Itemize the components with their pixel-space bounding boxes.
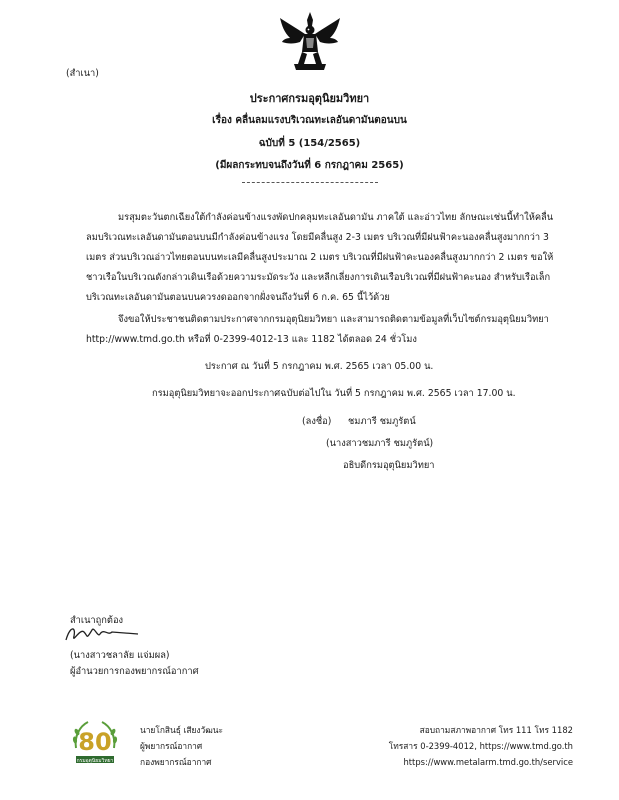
copy-label: (สำเนา) — [66, 68, 99, 79]
certified-label: สำเนาถูกต้อง — [70, 615, 124, 626]
announced-line: ประกาศ ณ วันที่ 5 กรกฎาคม พ.ศ. 2565 เวลา 05.00 น. — [205, 361, 434, 372]
certified-position: ผู้อำนวยการกองพยากรณ์อากาศ — [70, 666, 199, 677]
forecaster-dept: กองพยากรณ์อากาศ — [140, 757, 212, 767]
certified-name: (นางสาวชลาลัย แจ่มผล) — [70, 650, 170, 661]
handwritten-signature-icon — [62, 622, 142, 646]
subject-line: เรื่อง คลื่นลมแรงบริเวณทะเลอันดามันตอนบน — [212, 115, 407, 126]
forecaster-block — [140, 722, 223, 770]
effective-date: (มีผลกระทบจนถึงวันที่ 6 กรกฎาคม 2565) — [215, 160, 404, 171]
logo-text: กรมอุตุนิยมวิทยา — [76, 758, 114, 764]
issue-number: ฉบับที่ 5 (154/2565) — [258, 138, 361, 149]
separator-line — [242, 182, 378, 183]
contact-web-link[interactable]: https://www.metalarm.tmd.go.th/service — [403, 757, 573, 767]
signed-label: (ลงชื่อ) — [302, 416, 332, 427]
garuda-emblem-icon — [278, 12, 342, 74]
contact-fax: โทรสาร 0-2399-4012, https://www.tmd.go.th — [388, 741, 573, 751]
signer-full-name: (นางสาวชมภารี ชมภูรัตน์) — [326, 438, 434, 449]
forecaster-name: นายโกสินธุ์ เสียงวัฒนะ — [140, 725, 223, 735]
signer-position: อธิบดีกรมอุตุนิยมวิทยา — [343, 460, 435, 471]
page-title: ประกาศกรมอุตุนิยมวิทยา — [249, 92, 370, 105]
follow-paragraph: จึงขอให้ประชาชนติดตามประกาศจากกรมอุตุนิยมวิทยา และสามารถติดตามข้อมูลที่เว็บไซต์กรมอุตุนิยมวิทยา http://www.tmd.go.th หรือที่ 0-2399-4012-13 และ 1182 ได้ตลอด 24 ชั่วโมง — [86, 314, 549, 345]
signed-name: ชมภารี ชมภูรัตน์ — [348, 416, 416, 427]
forecaster-role: ผู้พยากรณ์อากาศ — [140, 741, 203, 751]
body-paragraph: มรสุมตะวันตกเฉียงใต้กำลังค่อนข้างแรงพัดปกคลุมทะเลอันดามัน ภาคใต้ และอ่าวไทย ลักษณะเช่นนี้ทำให้คลื่นลมบริเวณทะเลอันดามันตอนบนมีกำลังค่อนข้างแรง โดยมีคลื่นสูง 2-3 เมตร บริเวณที่มีฝนฟ้าคะนองคลื่นสูงมากกว่า 3 เมตร ส่วนบริเวณอ่าวไทยตอนบนทะเลมีคลื่นสูงประมาณ 2 เมตร บริเวณที่มีฝนฟ้าคะนองคลื่นสูงมากกว่า 2 เมตร ขอให้ชาวเรือในบริเวณดังกล่าวเดินเรือด้วยความระมัดระวัง และหลีกเลี่ยงการเดินเรือบริเวณที่มีฝนฟ้าคะนอง สำหรับเรือเล็กบริเวณทะเลอันดามันตอนบนควรงดออกจากฝั่งจนถึงวันที่ 6 ก.ค. 65 นี้ไว้ด้วย — [86, 212, 554, 303]
next-issue-line: กรมอุตุนิยมวิทยาจะออกประกาศฉบับต่อไปใน วันที่ 5 กรกฎาคม พ.ศ. 2565 เวลา 17.00 น. — [152, 388, 516, 399]
tmd-80-logo-icon — [70, 718, 120, 770]
logo-number: 80 — [78, 728, 112, 756]
contact-phone: สอบถามสภาพอากาศ โทร 111 โทร 1182 — [419, 725, 573, 735]
contact-block — [313, 722, 573, 770]
